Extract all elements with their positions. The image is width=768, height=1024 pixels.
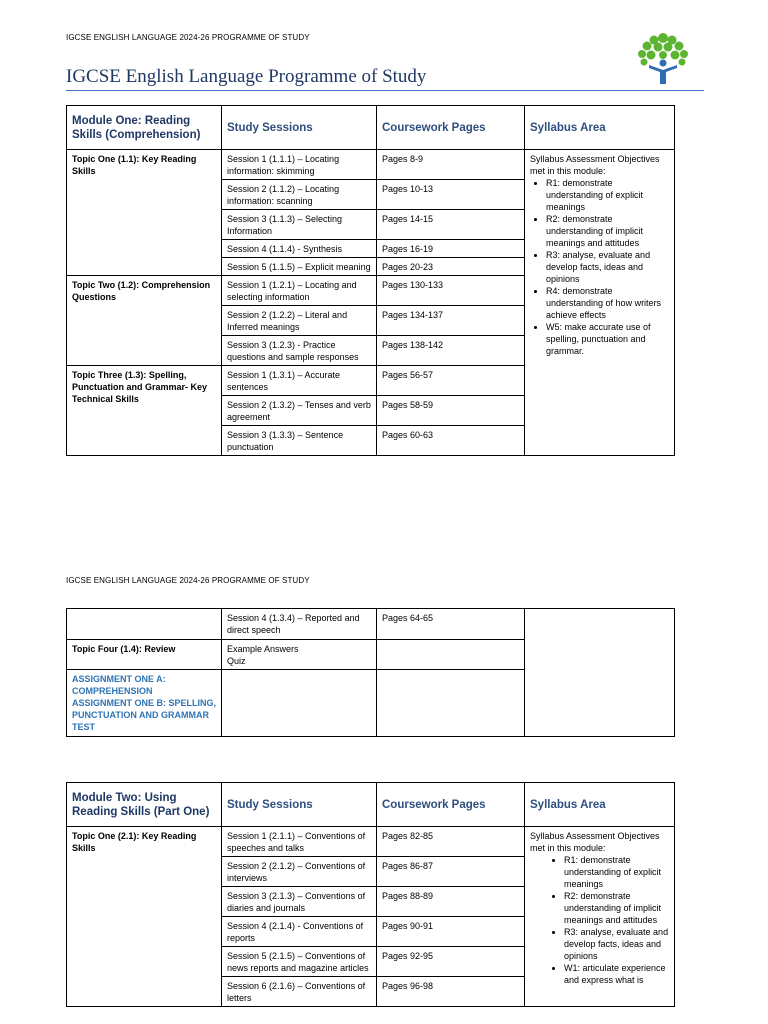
syllabus-area-header: Syllabus Area: [525, 106, 675, 150]
pages-cell: Pages 82-85: [377, 827, 525, 857]
module-one-table: [66, 105, 675, 456]
list-item: • R1: demonstrate understanding of explicit meanings: [546, 177, 669, 213]
list-item: • R2: demonstrate understanding of implicit meanings and attitudes: [546, 213, 669, 249]
title-divider: [66, 90, 704, 91]
session-cell: Session 3 (1.1.3) – Selecting Information: [222, 210, 377, 240]
list-item: • W1: articulate experience and express what is: [564, 962, 669, 986]
pages-cell: [377, 670, 525, 737]
pages-cell: Pages 14-15: [377, 210, 525, 240]
study-sessions-header: Study Sessions: [222, 783, 377, 827]
session-cell: Session 3 (2.1.3) – Conventions of diaries and journals: [222, 887, 377, 917]
list-item: • R3: analyse, evaluate and develop facts, ideas and opinions: [546, 249, 669, 285]
module-one-continued-table: [66, 608, 675, 737]
module-two-table: [66, 782, 675, 1007]
table-row: [67, 827, 675, 857]
syllabus-list: [530, 177, 669, 357]
page-title: IGCSE English Language Programme of Study: [66, 66, 427, 87]
session-cell: Session 2 (1.3.2) – Tenses and verb agreement: [222, 396, 377, 426]
session-cell: Session 1 (1.2.1) – Locating and selecting information: [222, 276, 377, 306]
list-item: • R3: analyse, evaluate and develop facts, ideas and opinions: [564, 926, 669, 962]
pages-cell: Pages 16-19: [377, 240, 525, 258]
pages-cell: Pages 20-23: [377, 258, 525, 276]
pages-cell: [377, 640, 525, 670]
syllabus-list: [530, 854, 669, 986]
tree-person-logo-icon: [634, 30, 692, 86]
syllabus-cell: [525, 150, 675, 456]
list-item: • R1: demonstrate understanding of explicit meanings: [564, 854, 669, 890]
session-cell: Session 4 (1.1.4) - Synthesis: [222, 240, 377, 258]
session-cell: Session 3 (1.3.3) – Sentence punctuation: [222, 426, 377, 456]
coursework-pages-header: Coursework Pages: [377, 783, 525, 827]
session-cell: Session 3 (1.2.3) - Practice questions and sample responses: [222, 336, 377, 366]
pages-cell: Pages 86-87: [377, 857, 525, 887]
syllabus-intro: Syllabus Assessment Objectives met in this module:: [530, 154, 660, 176]
session-cell: Session 2 (2.1.2) – Conventions of interviews: [222, 857, 377, 887]
syllabus-area-header: Syllabus Area: [525, 783, 675, 827]
list-item: • R4: demonstrate understanding of how writers achieve effects: [546, 285, 669, 321]
session-cell: Session 1 (1.3.1) – Accurate sentences: [222, 366, 377, 396]
topic-cell: Topic Four (1.4): Review: [67, 640, 222, 670]
topic-cell: Topic Two (1.2): Comprehension Questions: [67, 276, 222, 366]
pages-cell: Pages 90-91: [377, 917, 525, 947]
session-cell: Example Answers Quiz: [222, 640, 377, 670]
pages-cell: Pages 130-133: [377, 276, 525, 306]
pages-cell: Pages 56-57: [377, 366, 525, 396]
syllabus-intro: Syllabus Assessment Objectives met in this module:: [530, 831, 660, 853]
pages-cell: Pages 64-65: [377, 609, 525, 640]
session-cell: Session 1 (2.1.1) – Conventions of speeches and talks: [222, 827, 377, 857]
session-cell: [222, 670, 377, 737]
module-title-header: Module Two: Using Reading Skills (Part One): [67, 783, 222, 827]
session-cell: Session 2 (1.2.2) – Literal and Inferred meanings: [222, 306, 377, 336]
table-row: [67, 150, 675, 180]
pages-cell: Pages 92-95: [377, 947, 525, 977]
list-item: • R2: demonstrate understanding of implicit meanings and attitudes: [564, 890, 669, 926]
table-header-row: [67, 783, 675, 827]
topic-cell: [67, 609, 222, 640]
session-cell: Session 5 (2.1.5) – Conventions of news reports and magazine articles: [222, 947, 377, 977]
page-header: IGCSE ENGLISH LANGUAGE 2024-26 PROGRAMME OF STUDY: [66, 576, 310, 585]
pages-cell: Pages 10-13: [377, 180, 525, 210]
session-cell: Session 2 (1.1.2) – Locating information: scanning: [222, 180, 377, 210]
pages-cell: Pages 88-89: [377, 887, 525, 917]
assignment-cell: ASSIGNMENT ONE A: COMPREHENSION ASSIGNMENT ONE B: SPELLING, PUNCTUATION AND GRAMMAR TEST: [67, 670, 222, 737]
table-header-row: [67, 106, 675, 150]
module-title-header: Module One: Reading Skills (Comprehension): [67, 106, 222, 150]
syllabus-cell: [525, 827, 675, 1007]
pages-cell: Pages 138-142: [377, 336, 525, 366]
session-cell: Session 1 (1.1.1) – Locating information: skimming: [222, 150, 377, 180]
list-item: • W5: make accurate use of spelling, punctuation and grammar.: [546, 321, 669, 357]
pages-cell: Pages 96-98: [377, 977, 525, 1007]
session-cell: Session 5 (1.1.5) – Explicit meaning: [222, 258, 377, 276]
topic-cell: Topic One (1.1): Key Reading Skills: [67, 150, 222, 276]
session-cell: Session 6 (2.1.6) – Conventions of letters: [222, 977, 377, 1007]
session-cell: Session 4 (1.3.4) – Reported and direct speech: [222, 609, 377, 640]
topic-cell: Topic Three (1.3): Spelling, Punctuation and Grammar- Key Technical Skills: [67, 366, 222, 456]
pages-cell: Pages 60-63: [377, 426, 525, 456]
topic-cell: Topic One (2.1): Key Reading Skills: [67, 827, 222, 1007]
study-sessions-header: Study Sessions: [222, 106, 377, 150]
pages-cell: Pages 8-9: [377, 150, 525, 180]
session-cell: Session 4 (2.1.4) - Conventions of reports: [222, 917, 377, 947]
syllabus-cell: [525, 609, 675, 737]
coursework-pages-header: Coursework Pages: [377, 106, 525, 150]
pages-cell: Pages 58-59: [377, 396, 525, 426]
pages-cell: Pages 134-137: [377, 306, 525, 336]
table-row: [67, 609, 675, 640]
page-header: IGCSE ENGLISH LANGUAGE 2024-26 PROGRAMME OF STUDY: [66, 33, 310, 42]
